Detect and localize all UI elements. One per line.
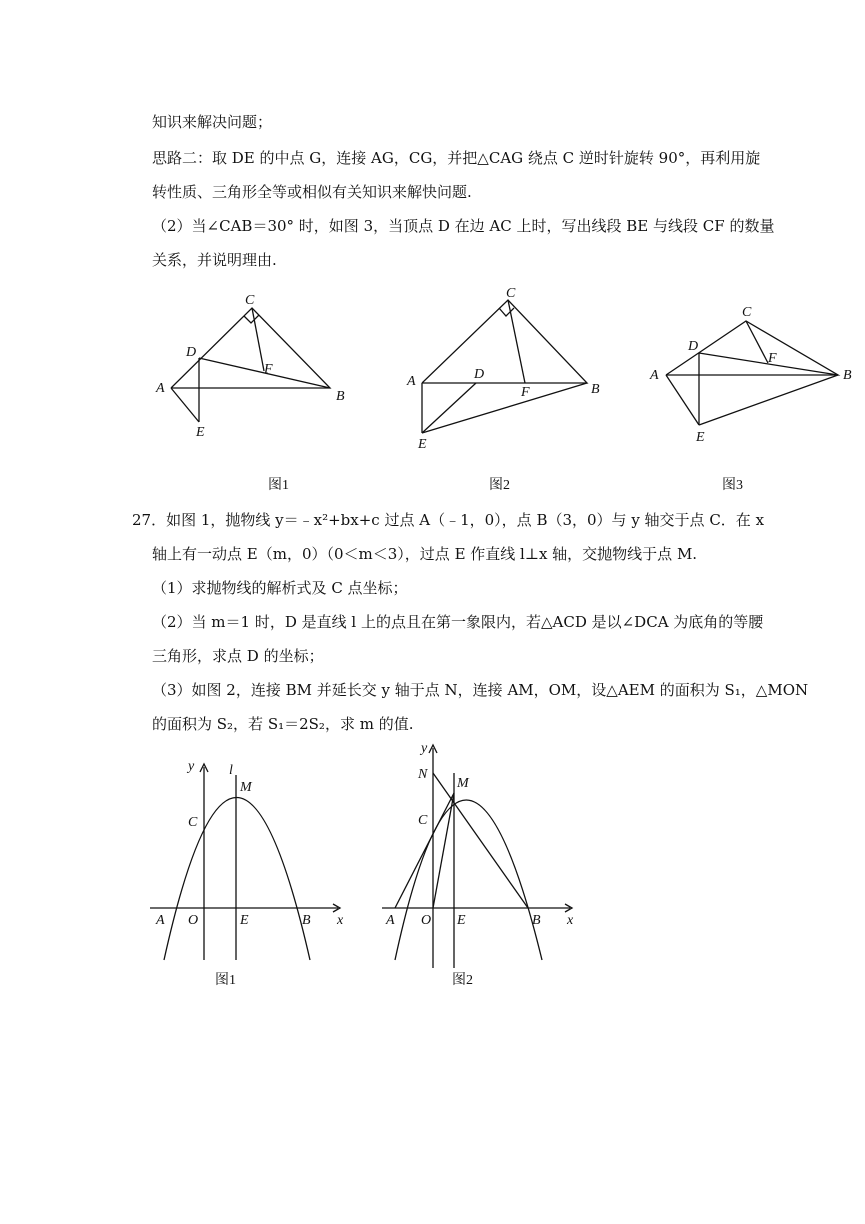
figure-caption: 图3 bbox=[722, 478, 743, 493]
label-C: C bbox=[506, 286, 516, 301]
text-line: （1）求抛物线的解析式及 C 点坐标； bbox=[152, 579, 408, 597]
label-A: A bbox=[386, 913, 395, 928]
label-F: F bbox=[264, 362, 273, 377]
axis-label-x: x bbox=[337, 913, 344, 928]
label-B: B bbox=[532, 913, 541, 928]
figure-caption: 图2 bbox=[489, 478, 510, 493]
label-C: C bbox=[418, 813, 428, 828]
label-M: M bbox=[457, 776, 469, 791]
question-27-line: 27．如图 1，抛物线 y＝﹣x²+bx+c 过点 A（﹣1，0），点 B（3，0）与 y 轴交于点 C．在 x bbox=[132, 511, 765, 529]
label-E: E bbox=[196, 425, 205, 440]
text-line: 三角形，求点 D 的坐标； bbox=[152, 647, 324, 665]
label-l: l bbox=[229, 763, 233, 778]
geometry-figure-1 bbox=[155, 293, 345, 493]
text-line: 思路二：取 DE 的中点 G，连接 AG，CG，并把△CAG 绕点 C 逆时针旋转 90°，再利用旋 bbox=[152, 149, 761, 167]
label-O: O bbox=[421, 913, 432, 928]
text-line: 关系，并说明理由. bbox=[152, 251, 277, 269]
figure-caption: 图1 bbox=[268, 478, 289, 493]
label-B: B bbox=[843, 368, 852, 383]
label-D: D bbox=[474, 367, 485, 382]
parabola-figure-2 bbox=[382, 741, 574, 988]
figure-caption: 图1 bbox=[215, 973, 236, 988]
geometry-figure-3 bbox=[649, 305, 852, 493]
label-C: C bbox=[188, 815, 198, 830]
label-E: E bbox=[418, 437, 427, 452]
text-line: 知识来解决问题； bbox=[152, 113, 273, 131]
parabola-figure-1 bbox=[150, 759, 344, 988]
label-A: A bbox=[407, 374, 416, 389]
figure-caption: 图2 bbox=[452, 973, 473, 988]
label-B: B bbox=[336, 389, 345, 404]
label-A: A bbox=[650, 368, 659, 383]
label-C: C bbox=[742, 305, 752, 320]
text-line: （2）当 m＝1 时，D 是直线 l 上的点且在第一象限内，若△ACD 是以∠DCA 为底角的等腰 bbox=[152, 613, 764, 631]
label-O: O bbox=[188, 913, 199, 928]
text-line: 的面积为 S₂，若 S₁＝2S₂，求 m 的值. bbox=[152, 715, 414, 733]
label-C: C bbox=[245, 293, 255, 308]
label-E: E bbox=[457, 913, 466, 928]
label-A: A bbox=[156, 381, 165, 396]
label-B: B bbox=[591, 382, 600, 397]
label-B: B bbox=[302, 913, 311, 928]
label-M: M bbox=[240, 780, 252, 795]
label-A: A bbox=[156, 913, 165, 928]
label-D: D bbox=[688, 339, 699, 354]
text-line: 轴上有一动点 E（m，0）（0＜m＜3），过点 E 作直线 l⊥x 轴，交抛物线于点 M. bbox=[152, 545, 698, 563]
geometry-figure-2 bbox=[406, 286, 600, 493]
text-line: 转性质、三角形全等或相似有关知识来解快问题. bbox=[152, 183, 472, 201]
axis-label-x: x bbox=[567, 913, 574, 928]
label-F: F bbox=[768, 351, 777, 366]
label-E: E bbox=[696, 430, 705, 445]
axis-label-y: y bbox=[421, 741, 428, 756]
text-line: （2）当∠CAB＝30° 时，如图 3，当顶点 D 在边 AC 上时，写出线段 BE 与线段 CF 的数量 bbox=[152, 217, 775, 235]
label-D: D bbox=[186, 345, 197, 360]
axis-label-y: y bbox=[188, 759, 195, 774]
label-N: N bbox=[418, 767, 428, 782]
label-F: F bbox=[521, 385, 530, 400]
label-E: E bbox=[240, 913, 249, 928]
text-line: （3）如图 2，连接 BM 并延长交 y 轴于点 N，连接 AM，OM，设△AEM 的面积为 S₁，△MON bbox=[152, 681, 809, 699]
